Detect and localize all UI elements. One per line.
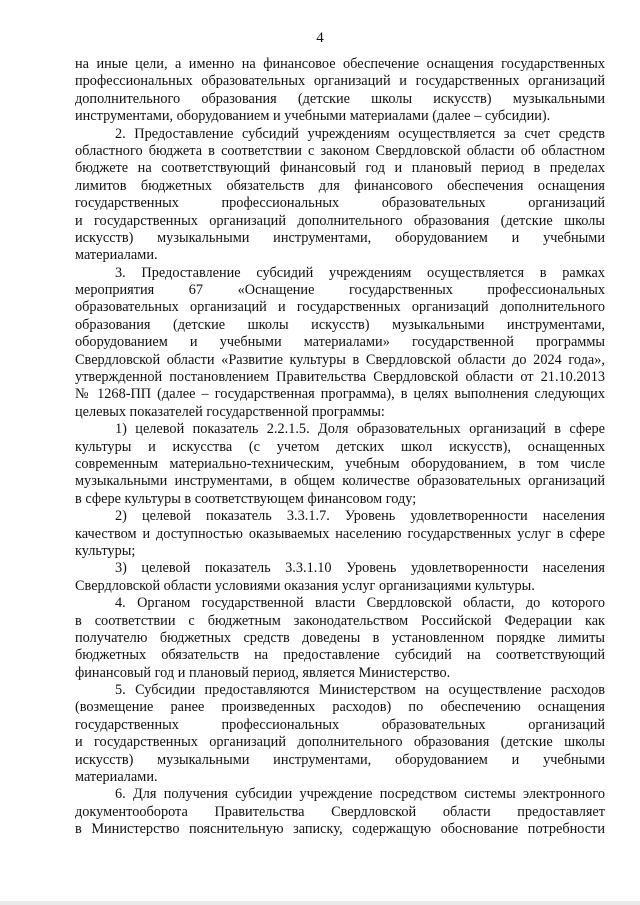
text-line: на иные цели, а именно на финансовое обеспечение оснащения государственных [75,56,605,72]
text-line: искусств) музыкальными инструментами, оборудованием и учебными [75,229,605,246]
text-line: профессиональных образовательных организаций и государственных организаций [75,73,605,90]
paragraph-first-line: 2. Предоставление субсидий учреждениям осуществляется за счет средств [115,125,605,142]
scan-bottom-edge [0,901,640,905]
text-line: качеством и доступностью оказываемых населению государственных услуг в сфере [75,525,605,542]
text-line: инструментами, оборудованием и учебными материалами (далее – субсидии). [75,108,551,125]
paragraph-first-line: 5. Субсидии предоставляются Министерством на осуществление расходов [115,682,605,699]
text-line: финансовый год и плановый период, является Министерство. [75,664,451,681]
text-line: культуры и искусства (с учетом детских школ искусств), оснащенных [75,438,605,455]
paragraph-first-line: 3) целевой показатель 3.3.1.10 Уровень удовлетворенности населения [115,560,605,577]
text-line: государственных профессиональных образовательных организаций [75,195,605,212]
text-line: Свердловской области «Развитие культуры в Свердловской области до 2024 года», [75,351,605,368]
text-line: Свердловской области условиями оказания услуг организациями культуры. [75,577,535,594]
text-line: культуры; [75,542,136,559]
text-line: материалами. [75,247,158,264]
text-line: бюджете на соответствующий финансовый год и плановый период в пределах [75,160,605,177]
text-line: в сфере культуры в соответствующем финансовом году; [75,490,417,507]
text-line: государственных профессиональных образовательных организаций [75,716,605,733]
paragraph-first-line: 3. Предоставление субсидий учреждениям осуществляется в рамках [115,264,605,281]
text-line: бюджетных обязательств на предоставление субсидий на соответствующий [75,647,605,664]
text-line: получателю бюджетных средств доведены в установленном порядке лимиты [75,629,605,646]
paragraph-first-line: 1) целевой показатель 2.2.1.5. Доля образовательных организаций в сфере [115,421,605,438]
text-line: и государственных организаций дополнительного образования (детские школы [75,734,605,751]
page-number: 4 [316,30,324,46]
text-line: материалами. [75,769,158,786]
text-line: лимитов бюджетных обязательств для финансового обеспечения оснащения [75,177,605,194]
text-line: образовательных организаций и государственных организаций дополнительного [75,299,605,316]
text-line: мероприятия 67 «Оснащение государственных профессиональных [75,282,605,299]
text-line: документооборота Правительства Свердловской области предоставляет [75,803,605,820]
document-body [75,56,605,839]
text-line: дополнительного образования (детские школы искусств) музыкальными [75,90,605,107]
text-line: в соответствии с бюджетным законодательством Российской Федерации как [75,612,605,629]
text-line: современным материально-техническим, учебным оборудованием, в том числе [75,455,605,472]
paragraph-first-line: 2) целевой показатель 3.3.1.7. Уровень удовлетворенности населения [115,508,605,525]
text-line: утвержденной постановлением Правительства Свердловской области от 21.10.2013 [75,369,605,386]
text-line: областного бюджета в соответствии с законом Свердловской области об областном [75,142,605,159]
text-line: № 1268-ПП (далее – государственная программа), в целях выполнения следующих [75,386,605,403]
text-line: образования (детские школы искусств) музыкальными инструментами, [75,316,605,333]
text-line: искусств) музыкальными инструментами, оборудованием и учебными [75,751,605,768]
paragraph-first-line: 4. Органом государственной власти Свердловской области, до которого [115,595,605,612]
text-line: и государственных организаций дополнительного образования (детские школы [75,212,605,229]
text-line: оборудованием и учебными материалами» государственной программы [75,334,605,351]
text-line: (возмещение ранее произведенных расходов) по обеспечению оснащения [75,699,605,716]
paragraph-first-line: 6. Для получения субсидии учреждение посредством системы электронного [115,786,605,803]
text-line: целевых показателей государственной программы: [75,403,385,420]
text-line: музыкальными инструментами, в общем количестве образовательных организаций [75,473,605,490]
text-line: в Министерство пояснительную записку, содержащую обоснование потребности [75,821,605,838]
